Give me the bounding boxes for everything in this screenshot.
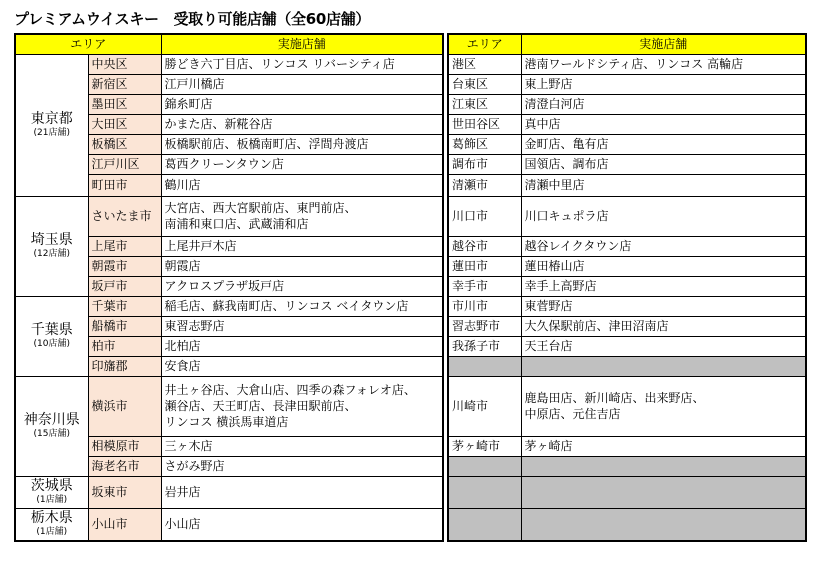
- store-line: リンコス 横浜馬車道店: [164, 415, 289, 429]
- store-line: 北柏店: [164, 339, 201, 353]
- header-area: エリア: [448, 34, 521, 54]
- table-row: [448, 196, 806, 236]
- store-count: (1店舗): [36, 527, 68, 538]
- stores-cell: [521, 174, 806, 196]
- store-line: 大宮店、西大宮駅前店、東門前店、: [164, 201, 357, 215]
- stores-cell: [161, 436, 443, 456]
- stores-cell: [521, 74, 806, 94]
- prefecture-cell: [15, 508, 88, 541]
- store-line: さがみ野店: [164, 459, 225, 473]
- header-stores: 実施店舗: [161, 34, 443, 54]
- table-row: [448, 296, 806, 316]
- store-line: 南浦和東口店、武蔵浦和店: [164, 217, 309, 231]
- store-line: 蓮田椿山店: [524, 259, 585, 273]
- stores-cell: [521, 256, 806, 276]
- table-row: [448, 236, 806, 256]
- empty-cell: [521, 456, 806, 476]
- header-area: エリア: [15, 34, 161, 54]
- stores-cell: [161, 94, 443, 114]
- empty-cell: [448, 508, 521, 541]
- store-line: 板橋駅前店、板橋南町店、浮間舟渡店: [164, 137, 369, 151]
- area-cell: 幸手市: [448, 276, 521, 296]
- header-stores: 実施店舗: [521, 34, 806, 54]
- store-count: (10店舗): [33, 339, 70, 349]
- table-row: [448, 476, 806, 508]
- area-cell: 柏市: [88, 336, 161, 356]
- store-line: 港南ワールドシティ店、リンコス 高輪店: [524, 57, 744, 71]
- store-line: アクロスプラザ坂戸店: [164, 279, 285, 293]
- table-row: [448, 356, 806, 376]
- area-cell: 板橋区: [88, 134, 161, 154]
- area-cell: 町田市: [88, 174, 161, 196]
- store-line: 安食店: [164, 359, 201, 373]
- stores-cell: [161, 236, 443, 256]
- stores-cell: [521, 134, 806, 154]
- store-line: 小山店: [164, 517, 201, 532]
- store-line: 江戸川橋店: [164, 77, 225, 91]
- stores-cell: [161, 134, 443, 154]
- empty-cell: [521, 476, 806, 508]
- store-line: 井土ヶ谷店、大倉山店、四季の森フォレオ店、: [164, 383, 416, 397]
- area-cell: 調布市: [448, 154, 521, 174]
- area-cell: 港区: [448, 54, 521, 74]
- table-row: [448, 436, 806, 456]
- prefecture-name: 埼玉県: [30, 232, 73, 248]
- table-row: [15, 54, 443, 74]
- area-cell: 葛飾区: [448, 134, 521, 154]
- prefecture-name: 千葉県: [30, 322, 73, 338]
- store-line: 鹿島田店、新川崎店、出来野店、: [524, 391, 705, 405]
- store-line: 葛西クリーンタウン店: [164, 157, 284, 171]
- stores-cell: [161, 508, 443, 541]
- area-cell: 我孫子市: [448, 336, 521, 356]
- area-cell: 中央区: [88, 54, 161, 74]
- store-line: 天王台店: [524, 339, 573, 353]
- area-cell: 川口市: [448, 196, 521, 236]
- stores-cell: [521, 114, 806, 134]
- prefecture-cell: [15, 476, 88, 508]
- table-row: [448, 54, 806, 74]
- stores-cell: [161, 456, 443, 476]
- store-line: 越谷レイクタウン店: [524, 239, 632, 253]
- store-line: 上尾井戸木店: [164, 239, 237, 253]
- store-line: 三ヶ木店: [164, 439, 213, 453]
- table-row: [15, 508, 443, 541]
- area-cell: 江戸川区: [88, 154, 161, 174]
- area-cell: 蓮田市: [448, 256, 521, 276]
- area-cell: 相模原市: [88, 436, 161, 456]
- stores-cell: [521, 276, 806, 296]
- prefecture-cell: [15, 376, 88, 476]
- store-line: 中原店、元住吉店: [524, 407, 621, 421]
- stores-cell: [161, 356, 443, 376]
- store-line: 川口キュポラ店: [524, 209, 609, 223]
- table-row: [15, 376, 443, 436]
- store-line: 稲毛店、蘇我南町店、リンコス ベイタウン店: [164, 299, 409, 313]
- store-line: 真中店: [524, 117, 561, 131]
- area-cell: 上尾市: [88, 236, 161, 256]
- area-cell: 墨田区: [88, 94, 161, 114]
- stores-cell: [521, 154, 806, 174]
- table-row: [448, 376, 806, 436]
- table-row: [448, 74, 806, 94]
- stores-cell: [161, 174, 443, 196]
- stores-cell: [521, 436, 806, 456]
- empty-cell: [521, 356, 806, 376]
- store-line: 東上野店: [524, 77, 573, 91]
- store-line: 朝霞店: [164, 259, 201, 273]
- store-line: 茅ヶ崎店: [524, 439, 573, 453]
- store-line: 勝どき六丁目店、リンコス リバーシティ店: [164, 57, 395, 71]
- store-line: 金町店、亀有店: [524, 137, 609, 151]
- stores-cell: [521, 316, 806, 336]
- stores-cell: [161, 276, 443, 296]
- area-cell: 千葉市: [88, 296, 161, 316]
- store-count: (15店舗): [33, 429, 70, 439]
- store-line: 東習志野店: [164, 319, 225, 333]
- stores-cell: [161, 74, 443, 94]
- stores-cell: [521, 54, 806, 74]
- table-row: [15, 296, 443, 316]
- area-cell: 市川市: [448, 296, 521, 316]
- empty-cell: [521, 508, 806, 541]
- area-cell: さいたま市: [88, 196, 161, 236]
- store-table-left: [14, 33, 444, 542]
- store-line: 清澄白河店: [524, 97, 585, 111]
- area-cell: 朝霞市: [88, 256, 161, 276]
- store-line: 岩井店: [164, 485, 201, 499]
- stores-cell: [521, 236, 806, 256]
- store-line: 幸手上高野店: [524, 279, 597, 293]
- prefecture-cell: [15, 296, 88, 376]
- table-row: [448, 94, 806, 114]
- stores-cell: [161, 256, 443, 276]
- stores-cell: [161, 54, 443, 74]
- prefecture-cell: [15, 196, 88, 296]
- table-row: [448, 114, 806, 134]
- store-count: (1店舗): [36, 495, 68, 505]
- header-row: [15, 34, 443, 54]
- prefecture-name: 茨城県: [30, 478, 73, 494]
- stores-cell: [521, 196, 806, 236]
- table-row: [448, 276, 806, 296]
- store-count: (21店舗): [33, 128, 70, 138]
- area-cell: 大田区: [88, 114, 161, 134]
- area-cell: 海老名市: [88, 456, 161, 476]
- area-cell: 台東区: [448, 74, 521, 94]
- empty-cell: [448, 456, 521, 476]
- table-row: [448, 456, 806, 476]
- area-cell: 坂戸市: [88, 276, 161, 296]
- store-line: 錦糸町店: [164, 97, 213, 111]
- stores-cell: [161, 476, 443, 508]
- area-cell: 江東区: [448, 94, 521, 114]
- stores-cell: [521, 94, 806, 114]
- table-row: [448, 508, 806, 541]
- stores-cell: [161, 336, 443, 356]
- area-cell: 清瀬市: [448, 174, 521, 196]
- store-table-right: [447, 33, 807, 542]
- stores-cell: [521, 296, 806, 316]
- store-line: 国領店、調布店: [524, 157, 609, 171]
- prefecture-name: 東京都: [30, 111, 73, 127]
- area-cell: 坂東市: [88, 476, 161, 508]
- store-line: 東菅野店: [524, 299, 573, 313]
- table-row: [15, 476, 443, 508]
- stores-cell: [161, 316, 443, 336]
- prefecture-name: 神奈川県: [23, 412, 80, 428]
- store-line: 鶴川店: [164, 178, 201, 192]
- table-row: [448, 174, 806, 196]
- area-cell: 川崎市: [448, 376, 521, 436]
- table-row: [448, 154, 806, 174]
- stores-cell: [161, 196, 443, 236]
- header-row: [448, 34, 806, 54]
- empty-cell: [448, 356, 521, 376]
- stores-cell: [161, 154, 443, 174]
- page-title: プレミアムウイスキー 受取り可能店舗（全60店舗）: [14, 10, 371, 28]
- empty-cell: [448, 476, 521, 508]
- table-row: [448, 336, 806, 356]
- prefecture-cell: [15, 54, 88, 196]
- table-row: [15, 196, 443, 236]
- area-cell: 茅ヶ崎市: [448, 436, 521, 456]
- area-cell: 小山市: [88, 508, 161, 541]
- table-row: [448, 316, 806, 336]
- stores-cell: [521, 336, 806, 356]
- prefecture-name: 栃木県: [30, 510, 73, 527]
- table-row: [448, 256, 806, 276]
- store-line: かまた店、新糀谷店: [164, 117, 273, 131]
- area-cell: 横浜市: [88, 376, 161, 436]
- area-cell: 世田谷区: [448, 114, 521, 134]
- store-line: 清瀬中里店: [524, 178, 585, 192]
- area-cell: 新宿区: [88, 74, 161, 94]
- stores-cell: [521, 376, 806, 436]
- area-cell: 習志野市: [448, 316, 521, 336]
- stores-cell: [161, 114, 443, 134]
- stores-cell: [161, 296, 443, 316]
- area-cell: 越谷市: [448, 236, 521, 256]
- store-line: 瀬谷店、天王町店、長津田駅前店、: [164, 399, 357, 413]
- stores-cell: [161, 376, 443, 436]
- area-cell: 船橋市: [88, 316, 161, 336]
- table-row: [448, 134, 806, 154]
- store-count: (12店舗): [33, 249, 70, 259]
- store-line: 大久保駅前店、津田沼南店: [524, 319, 669, 333]
- area-cell: 印旛郡: [88, 356, 161, 376]
